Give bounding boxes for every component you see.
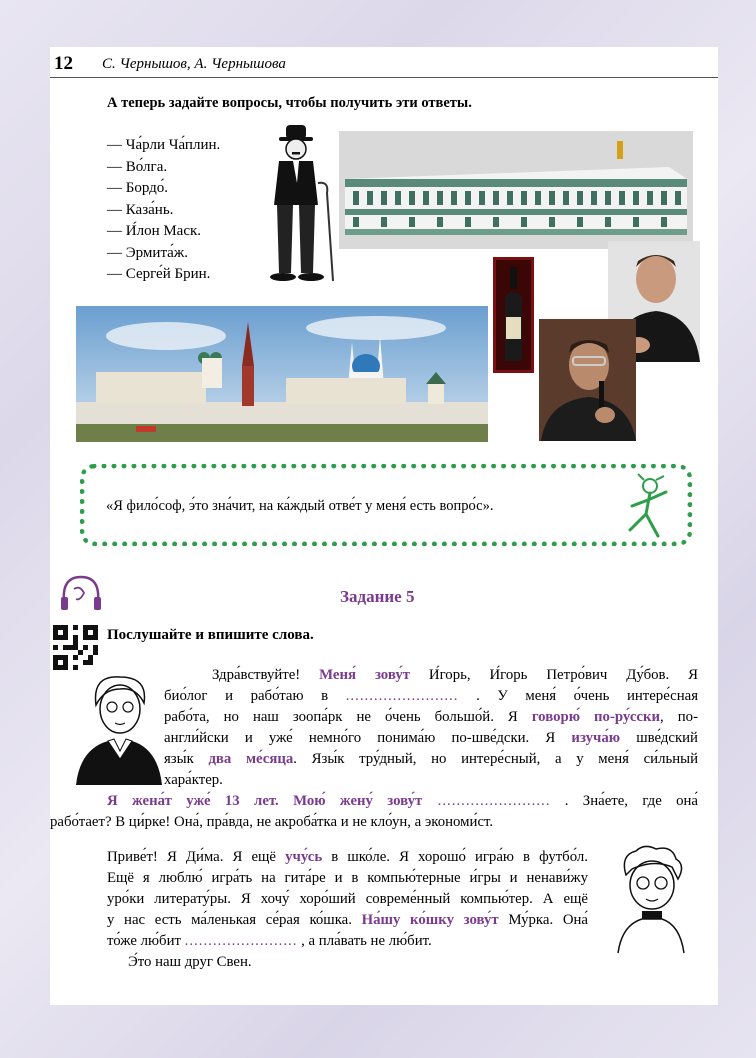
highlighted-phrase: учу́сь bbox=[285, 849, 323, 865]
text-fragment: Ещё я люблю́ игра́ть на гита́ре и в компью́терные и́гры и ненави́жу bbox=[107, 870, 588, 886]
text-fragment: . У меня́ о́чень интере́сная bbox=[458, 688, 699, 704]
sergey-brin-photo bbox=[539, 319, 636, 441]
text-fragment: в шко́ле. Я хорошо́ игра́ю в футбо́л. bbox=[322, 849, 588, 865]
answer-item: — Ча́рли Ча́плин. bbox=[107, 137, 221, 153]
listen-instruction: Послушайте и впишите слова. bbox=[107, 627, 314, 643]
text-fragment: язы́к bbox=[164, 751, 209, 767]
text-fragment: био́лог и рабо́таю в bbox=[164, 688, 346, 704]
fill-in-blank[interactable]: ........................ bbox=[422, 793, 551, 809]
kazan-kremlin-image bbox=[76, 306, 488, 442]
headphones-icon bbox=[58, 573, 104, 615]
task-title: Задание 5 bbox=[340, 587, 415, 606]
text-line bbox=[107, 749, 698, 770]
exercise-instruction: А теперь задайте вопросы, чтобы получить эти ответы. bbox=[107, 95, 472, 111]
text-dima-ending bbox=[128, 952, 252, 973]
text-fragment: Му́рка. Она́ bbox=[498, 912, 588, 928]
text-fragment: , а пла́вать не лю́бит. bbox=[297, 933, 432, 949]
text-fragment: шве́дский bbox=[620, 730, 698, 746]
highlighted-phrase: два ме́сяца bbox=[208, 751, 294, 767]
answer-item: — Эрмита́ж. bbox=[107, 244, 188, 261]
text-fragment: рабо́та, но наш зоопа́рк не о́чень большо́й. Я bbox=[164, 709, 532, 725]
authors: С. Чернышов, А. Чернышова bbox=[102, 56, 286, 72]
quote-text: «Я фило́соф, э́то зна́чит, на ка́ждый отве́т у меня́ есть вопро́с». bbox=[106, 498, 494, 514]
text-line bbox=[50, 812, 698, 833]
text-dima bbox=[107, 847, 588, 868]
text-fragment: . Зна́ете, где она́ bbox=[550, 793, 698, 809]
text-fragment: Здра́вствуйте! bbox=[212, 667, 320, 683]
text-line bbox=[107, 791, 698, 812]
text-dima-body bbox=[107, 868, 588, 952]
fill-in-blank[interactable]: ........................ bbox=[184, 933, 298, 949]
text-line bbox=[107, 889, 588, 910]
text-fragment: у нас есть ма́ленькая се́рая ко́шка. bbox=[107, 912, 362, 928]
answer-item: — Бордо́. bbox=[107, 180, 169, 196]
page-number: 12 bbox=[54, 53, 73, 74]
text-fragment: И́горь, И́горь Петро́вич Ду́бов. Я bbox=[410, 667, 698, 683]
text-line bbox=[107, 707, 698, 728]
jester-illustration bbox=[616, 472, 678, 542]
highlighted-phrase: Меня́ зову́т bbox=[319, 667, 410, 683]
text-fragment: Приве́т! Я Ди́ма. Я ещё bbox=[107, 849, 286, 865]
text-line bbox=[107, 910, 588, 931]
answer-item: — Каза́нь. bbox=[107, 201, 174, 218]
text-line bbox=[107, 665, 698, 686]
highlighted-phrase: говорю́ по-ру́сски bbox=[531, 709, 661, 725]
text-fragment: хара́ктер. bbox=[164, 772, 223, 788]
highlighted-phrase: Я жена́т уже́ 13 лет. Мою́ жену́ зову́т bbox=[107, 793, 423, 809]
text-line bbox=[107, 868, 588, 889]
text-igor bbox=[50, 665, 699, 833]
text-fragment: . Язы́к тру́дный, но интере́сный, а у меня́ си́льный bbox=[293, 751, 698, 767]
answer-item: — Во́лга. bbox=[107, 158, 168, 175]
text-fragment: , по- bbox=[660, 709, 698, 725]
answer-item: — Серге́й Брин. bbox=[107, 266, 211, 282]
highlighted-phrase: На́шу ко́шку зову́т bbox=[361, 912, 499, 928]
text-line bbox=[107, 728, 698, 749]
answer-list bbox=[107, 135, 220, 286]
page-header bbox=[50, 53, 718, 78]
textbook-page bbox=[50, 47, 718, 1005]
text-line bbox=[107, 686, 698, 707]
text-line bbox=[107, 770, 698, 791]
text-fragment: англи́йски и уже́ немно́го понима́ю по-шве́дски. Я bbox=[164, 730, 572, 746]
text-line bbox=[107, 931, 588, 952]
text-line bbox=[107, 847, 588, 868]
dima-illustration bbox=[614, 845, 688, 955]
highlighted-phrase: изуча́ю bbox=[571, 730, 621, 746]
hermitage-image bbox=[339, 131, 693, 249]
text-fragment: уро́ки литерату́ры. Я хочу́ хоро́ший совреме́нный компью́тер. А ещё bbox=[107, 891, 588, 907]
answer-item: — И́лон Маск. bbox=[107, 223, 202, 239]
bordeaux-wine-image bbox=[493, 257, 534, 373]
text-fragment: рабо́тает? В ци́рке! Она́, пра́вда, не акроба́тка и не кло́ун, а экономи́ст. bbox=[50, 814, 494, 830]
chaplin-image bbox=[263, 123, 335, 288]
text-fragment: то́же лю́бит bbox=[107, 933, 185, 949]
fill-in-blank[interactable]: ........................ bbox=[345, 688, 459, 704]
text-fragment: Э́то наш друг Свен. bbox=[128, 954, 252, 970]
qr-code-icon[interactable] bbox=[53, 625, 98, 670]
